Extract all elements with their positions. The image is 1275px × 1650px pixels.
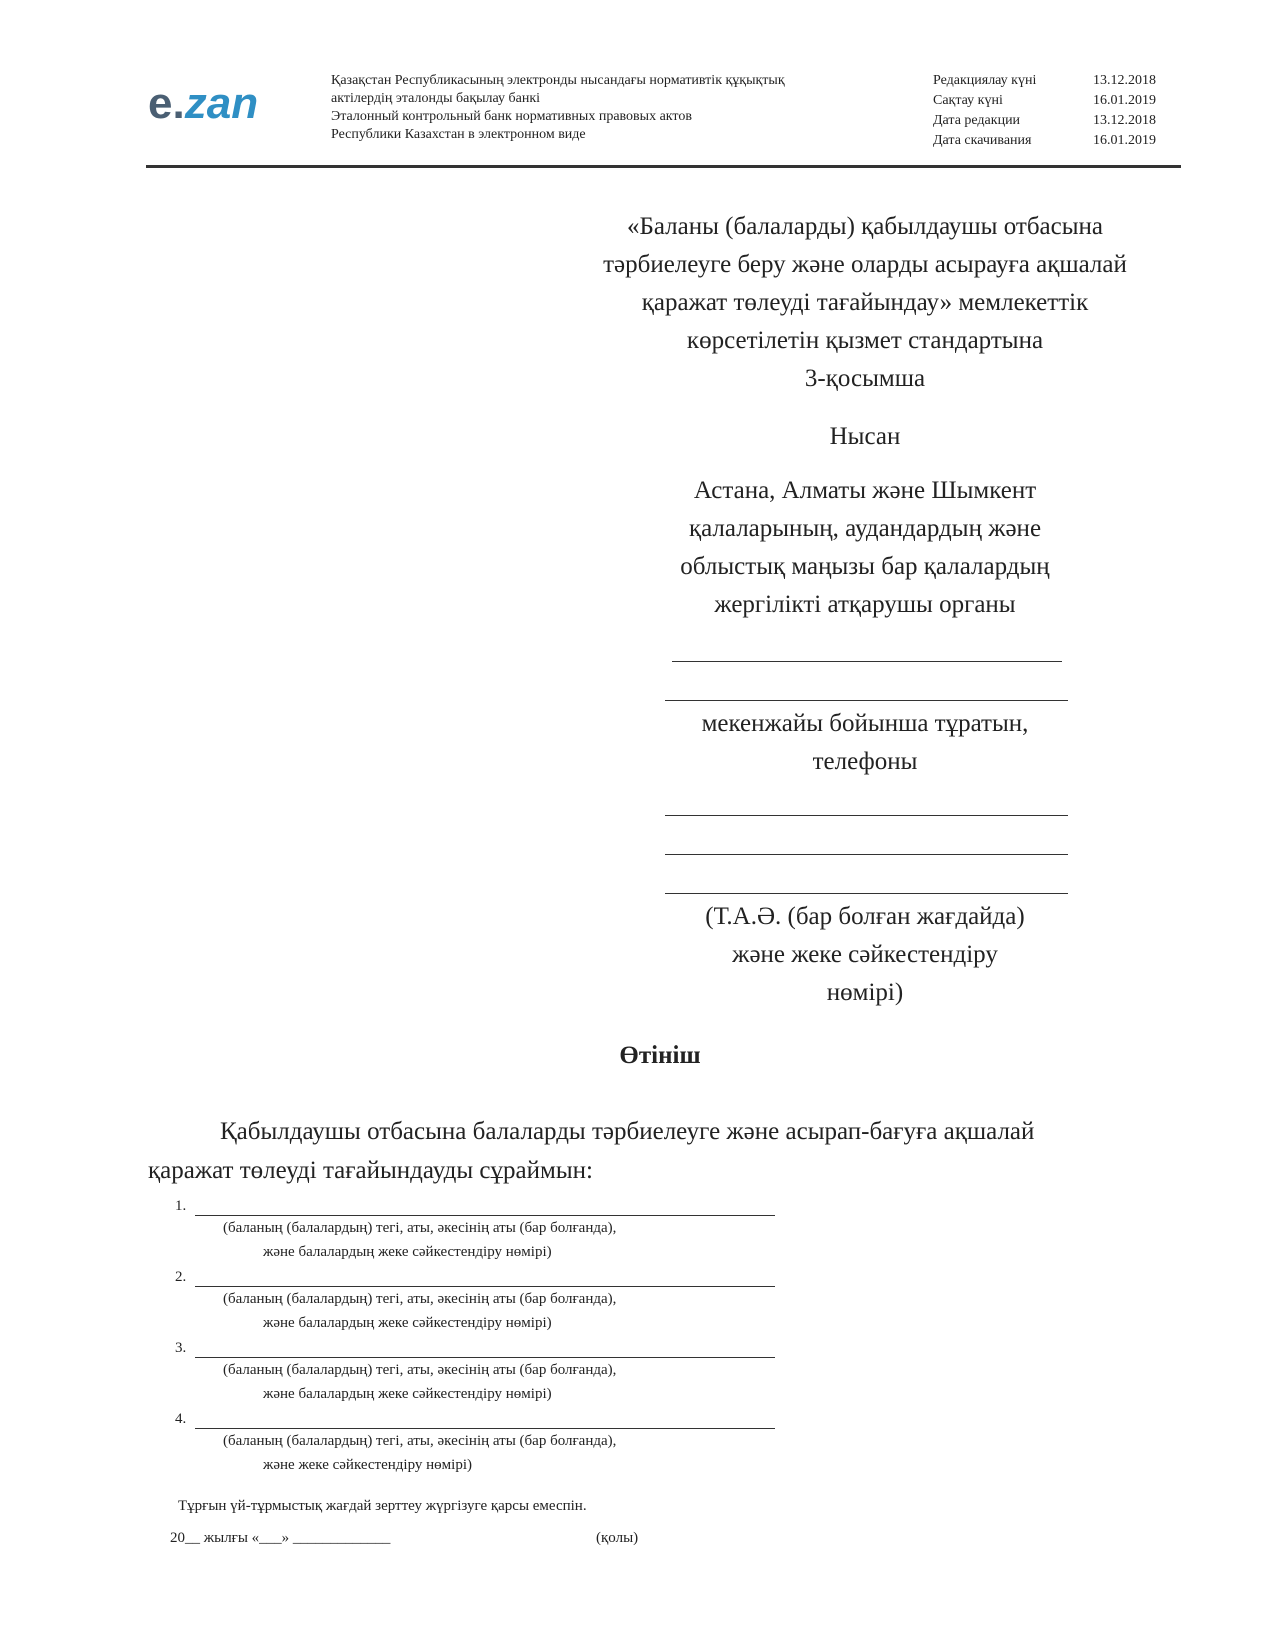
applicant-blank-line[interactable] [665,893,1068,894]
request-line: Қабылдаушы отбасына балаларды тәрбиелеуге және асырап-бағуға ақшалай [220,1118,1035,1145]
child-blank-line[interactable] [195,1215,775,1216]
meta-label: Дата скачивания [933,133,1032,148]
addressee-line: жергілікті атқарушы органы [714,591,1016,618]
header-description [331,72,785,144]
addressee [555,472,1175,624]
header-description-line: актілердің эталонды бақылау банкі [331,91,541,106]
child-caption: және балалардың жеке сәйкестендіру нөмірі) [263,1244,552,1260]
child-caption: және балалардың жеке сәйкестендіру нөмірі) [263,1386,552,1402]
signature-line [170,1530,670,1552]
meta-row [933,91,1183,111]
applicant-blank-line[interactable] [665,854,1068,855]
child-caption: (баланың (балалардың) тегі, аты, әкесінің аты (бар болғанда), [223,1362,617,1378]
signature-field[interactable]: (қолы) [596,1530,639,1546]
meta-value: 13.12.2018 [1093,113,1156,128]
meta-label: Сақтау күні [933,93,1003,108]
request-paragraph [148,1112,1178,1190]
ezan-logo[interactable] [148,79,259,128]
applicant-caption-line: нөмірі) [826,979,904,1006]
header-description-line: Қазақстан Республикасының электронды нысандағы нормативтік құқықтық [331,73,785,88]
child-caption: (баланың (балалардың) тегі, аты, әкесінің аты (бар болғанда), [223,1220,617,1236]
applicant-blank-line[interactable] [665,815,1068,816]
child-caption: (баланың (балалардың) тегі, аты, әкесінің аты (бар болғанда), [223,1433,617,1449]
meta-row [933,131,1183,151]
appendix-line: қаражат төлеуді тағайындау» мемлекеттік [641,289,1089,316]
consent-statement: Тұрғын үй-тұрмыстық жағдай зерттеу жүргізуге қарсы емеспін. [178,1498,587,1514]
child-number: 2. [175,1269,187,1285]
appendix-line: 3-қосымша [804,365,926,392]
header-meta [933,71,1183,151]
logo-e: e [148,79,173,128]
addressee-blank-line[interactable] [672,661,1062,662]
child-number: 4. [175,1411,187,1427]
header-description-line: Эталонный контрольный банк нормативных правовых актов [331,109,692,124]
header-description-line: Республики Казахстан в электронном виде [331,127,586,142]
meta-label: Редакциялау күні [933,73,1037,88]
meta-value: 16.01.2019 [1093,133,1156,148]
child-number: 1. [175,1198,187,1214]
applicant-caption [555,898,1175,1012]
addressee-line: қалаларының, аудандардың және [688,515,1042,542]
child-blank-line[interactable] [195,1357,775,1358]
addressee-line: Астана, Алматы және Шымкент [693,477,1037,504]
child-caption: және жеке сәйкестендіру нөмірі) [263,1457,472,1473]
address-caption [555,705,1175,781]
meta-row [933,111,1183,131]
date-field[interactable]: 20__ жылғы «___» _____________ [170,1530,391,1546]
application-title: Өтініш [619,1042,701,1069]
meta-row [933,71,1183,91]
child-caption: және балалардың жеке сәйкестендіру нөмірі) [263,1315,552,1331]
child-blank-line[interactable] [195,1428,775,1429]
appendix-line: көрсетілетін қызмет стандартына [686,327,1044,354]
addressee-line: облыстық маңызы бар қалалардың [680,553,1050,580]
applicant-caption-line: және жеке сәйкестендіру [732,941,998,968]
form-label: Нысан [829,423,901,450]
child-number: 3. [175,1340,187,1356]
child-blank-line[interactable] [195,1286,775,1287]
appendix-reference [555,208,1175,398]
logo-dot: . [172,79,185,128]
meta-label: Дата редакции [933,113,1021,128]
address-blank-line[interactable] [665,700,1068,701]
address-caption-line: мекенжайы бойынша тұратын, [701,710,1029,737]
request-line: қаражат төлеуді тағайындауды сұраймын: [148,1157,593,1184]
meta-value: 16.01.2019 [1093,93,1156,108]
appendix-line: «Баланы (балаларды) қабылдаушы отбасына [626,213,1103,240]
logo-zan: zan [184,79,259,128]
applicant-caption-line: (Т.А.Ә. (бар болған жағдайда) [705,903,1025,930]
document-header [146,68,1181,164]
header-divider [146,165,1181,168]
meta-value: 13.12.2018 [1093,73,1156,88]
child-caption: (баланың (балалардың) тегі, аты, әкесінің аты (бар болғанда), [223,1291,617,1307]
appendix-line: тәрбиелеуге беру және оларды асырауға ақшалай [603,251,1127,278]
address-caption-line: телефоны [812,748,918,775]
